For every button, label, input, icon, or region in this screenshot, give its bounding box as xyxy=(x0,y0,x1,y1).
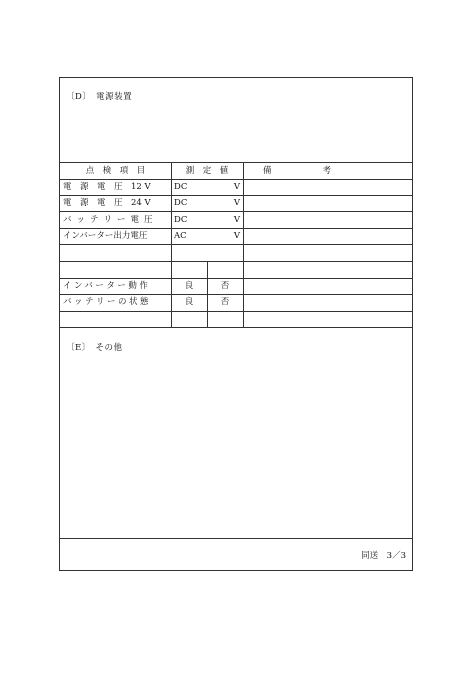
row-unit: V xyxy=(233,231,240,241)
row-measured xyxy=(174,179,240,195)
table-rule xyxy=(60,311,412,312)
table-rule xyxy=(60,261,412,262)
row-prefix: DC xyxy=(174,182,188,192)
table-rule xyxy=(60,244,412,245)
page-number: 同送 3／3 xyxy=(361,551,406,561)
header-remarks: 備 考 xyxy=(263,166,332,176)
status-bad: 否 xyxy=(220,281,230,291)
header-measured: 測 定 値 xyxy=(185,166,229,176)
status-item: バッテリーの状態 xyxy=(63,297,152,307)
status-item: インバーター動作 xyxy=(63,281,151,291)
status-good: 良 xyxy=(184,281,194,291)
row-prefix: DC xyxy=(174,198,188,208)
row-prefix: AC xyxy=(174,231,187,241)
inspection-form xyxy=(59,77,413,571)
header-item: 点 検 項 目 xyxy=(85,166,146,176)
status-good: 良 xyxy=(184,297,194,307)
table-bottom-rule xyxy=(60,327,412,328)
status-bad: 否 xyxy=(220,297,230,307)
section-d-label: 〔D〕 電源装置 xyxy=(66,92,133,102)
row-measured xyxy=(174,212,240,228)
row-item: 電 源 電 圧 12 V xyxy=(63,182,151,192)
row-unit: V xyxy=(233,182,240,192)
section-e-label: 〔E〕 その他 xyxy=(66,343,123,353)
row-prefix: DC xyxy=(174,215,188,225)
row-item: インバーター出力電圧 xyxy=(63,231,148,241)
footer-rule xyxy=(60,538,412,539)
table-column-rule xyxy=(243,162,244,327)
row-unit: V xyxy=(233,198,240,208)
row-measured xyxy=(174,228,240,244)
row-item: バッテリー電圧 xyxy=(63,215,158,225)
row-item: 電 源 電 圧 24 V xyxy=(63,198,151,208)
row-measured xyxy=(174,195,240,211)
row-unit: V xyxy=(233,215,240,225)
